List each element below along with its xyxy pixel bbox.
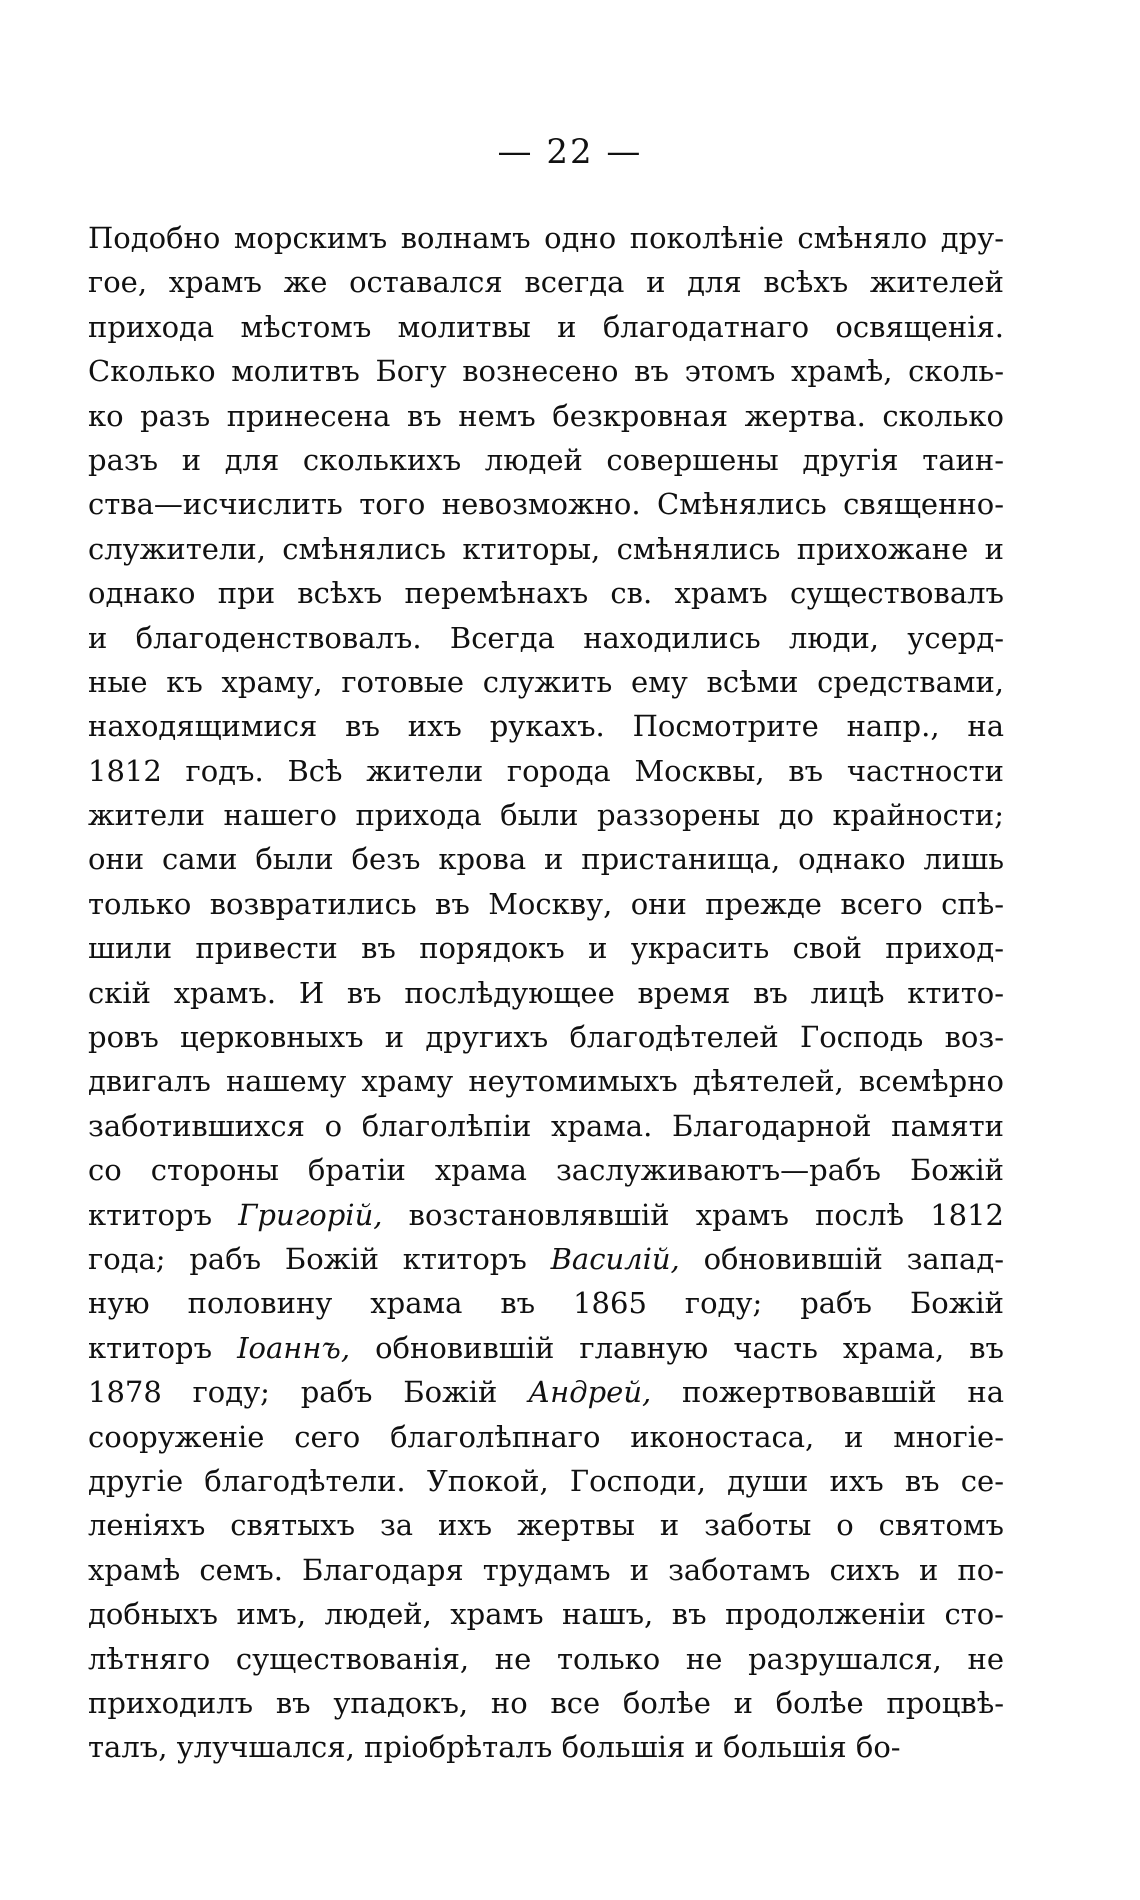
text-segment: ровъ церковныхъ и другихъ благодѣтелей Господь воз- xyxy=(88,1020,1004,1055)
text-line xyxy=(88,394,1004,438)
text-segment: скій храмъ. И въ послѣдующее время въ лицѣ ктито- xyxy=(88,975,1004,1010)
text-segment: приходилъ въ упадокъ, но все болѣе и болѣе процвѣ- xyxy=(88,1685,1004,1720)
text-line xyxy=(88,482,1004,526)
text-line xyxy=(88,571,1004,615)
text-line xyxy=(88,926,1004,970)
text-line xyxy=(88,305,1004,349)
text-segment: обновившій запад- xyxy=(679,1241,1004,1276)
text-segment: Сколько молитвъ Богу вознесено въ этомъ храмѣ, сколь- xyxy=(88,354,1004,389)
text-line xyxy=(88,1637,1004,1681)
text-segment: добныхъ имъ, людей, храмъ нашъ, въ продолженіи сто- xyxy=(88,1597,1004,1632)
text-segment: разъ и для сколькихъ людей совершены другія таин- xyxy=(88,442,1004,477)
person-name: Іоаннъ, xyxy=(237,1330,351,1365)
person-name: Григорій, xyxy=(238,1197,383,1232)
text-segment: ные къ храму, готовые служить ему всѣми средствами, xyxy=(88,664,1004,699)
text-segment: ства—исчислить того невозможно. Смѣнялись священно- xyxy=(88,487,1004,522)
text-line xyxy=(88,1370,1004,1414)
text-segment: шили привести въ порядокъ и украсить свой приход- xyxy=(88,931,1004,966)
person-name: Василій, xyxy=(550,1241,680,1276)
text-segment: обновившій главную часть храма, въ xyxy=(350,1330,1005,1365)
text-line xyxy=(88,527,1004,571)
person-name: Андрей, xyxy=(528,1375,652,1410)
text-segment: и благоденствовалъ. Всегда находились люди, усерд- xyxy=(88,620,1004,655)
body-text xyxy=(88,216,1004,1770)
text-segment: ко разъ принесена въ немъ безкровная жертва. сколько xyxy=(88,398,1004,433)
text-segment: ктиторъ xyxy=(88,1330,238,1365)
text-line xyxy=(88,1015,1004,1059)
text-line xyxy=(88,1237,1004,1281)
text-line xyxy=(88,1104,1004,1148)
text-line xyxy=(88,749,1004,793)
text-line xyxy=(88,1193,1004,1237)
text-segment: другіе благодѣтели. Упокой, Господи, души ихъ въ се- xyxy=(88,1463,1004,1498)
text-segment: ктиторъ xyxy=(88,1197,239,1232)
text-line xyxy=(88,1415,1004,1459)
text-line xyxy=(88,837,1004,881)
text-line xyxy=(88,216,1004,260)
text-line xyxy=(88,260,1004,304)
text-segment: талъ, улучшался, пріобрѣталъ большія и большія бо- xyxy=(88,1730,901,1765)
text-segment: леніяхъ святыхъ за ихъ жертвы и заботы о святомъ xyxy=(88,1508,1004,1543)
text-line xyxy=(88,438,1004,482)
page-number: — 22 — xyxy=(497,132,643,172)
text-line xyxy=(88,1148,1004,1192)
text-segment: со стороны братіи храма заслуживаютъ—рабъ Божій xyxy=(88,1153,1004,1188)
text-segment: пожертвовавшій на xyxy=(651,1375,1004,1410)
text-segment: храмѣ семъ. Благодаря трудамъ и заботамъ сихъ и по- xyxy=(88,1552,1004,1587)
text-line xyxy=(88,660,1004,704)
text-segment: служители, смѣнялись ктиторы, смѣнялись прихожане и xyxy=(88,531,1004,566)
text-line xyxy=(88,616,1004,660)
text-segment: возстановлявшій храмъ послѣ 1812 xyxy=(382,1197,1005,1232)
text-line xyxy=(88,1059,1004,1103)
text-segment: прихода мѣстомъ молитвы и благодатнаго освященія. xyxy=(88,309,1004,344)
text-segment: двигалъ нашему храму неутомимыхъ дѣятелей, всемѣрно xyxy=(88,1064,1004,1099)
text-line xyxy=(88,1503,1004,1547)
text-segment: жители нашего прихода были раззорены до крайности; xyxy=(88,798,1004,833)
text-line xyxy=(88,971,1004,1015)
text-segment: 1812 годъ. Всѣ жители города Москвы, въ частности xyxy=(88,753,1004,788)
text-segment: 1878 году; рабъ Божій xyxy=(88,1375,529,1410)
text-line xyxy=(88,349,1004,393)
text-segment: находящимися въ ихъ рукахъ. Посмотрите напр., на xyxy=(88,709,1004,744)
text-segment: гое, храмъ же оставался всегда и для всѣхъ жителей xyxy=(88,265,1004,300)
text-line xyxy=(88,1548,1004,1592)
text-segment: заботившихся о благолѣпіи храма. Благодарной памяти xyxy=(88,1108,1004,1143)
text-segment: года; рабъ Божій ктиторъ xyxy=(88,1241,551,1276)
text-line xyxy=(88,1326,1004,1370)
text-line xyxy=(88,1281,1004,1325)
text-segment: лѣтняго существованія, не только не разрушался, не xyxy=(88,1641,1004,1676)
text-segment: Подобно морскимъ волнамъ одно поколѣніе смѣняло дру- xyxy=(88,221,1004,255)
text-line xyxy=(88,793,1004,837)
text-line xyxy=(88,882,1004,926)
text-segment: сооруженіе сего благолѣпнаго иконостаса, и многіе- xyxy=(88,1419,1004,1454)
text-segment: однако при всѣхъ перемѣнахъ св. храмъ существовалъ xyxy=(88,576,1004,611)
text-segment: ную половину храма въ 1865 году; рабъ Божій xyxy=(88,1286,1004,1321)
text-line xyxy=(88,1459,1004,1503)
text-line xyxy=(88,1681,1004,1725)
text-line xyxy=(88,1725,1004,1769)
text-segment: они сами были безъ крова и пристанища, однако лишь xyxy=(88,842,1004,877)
text-segment: только возвратились въ Москву, они прежде всего спѣ- xyxy=(88,886,1004,921)
text-line xyxy=(88,1592,1004,1636)
text-line xyxy=(88,704,1004,748)
